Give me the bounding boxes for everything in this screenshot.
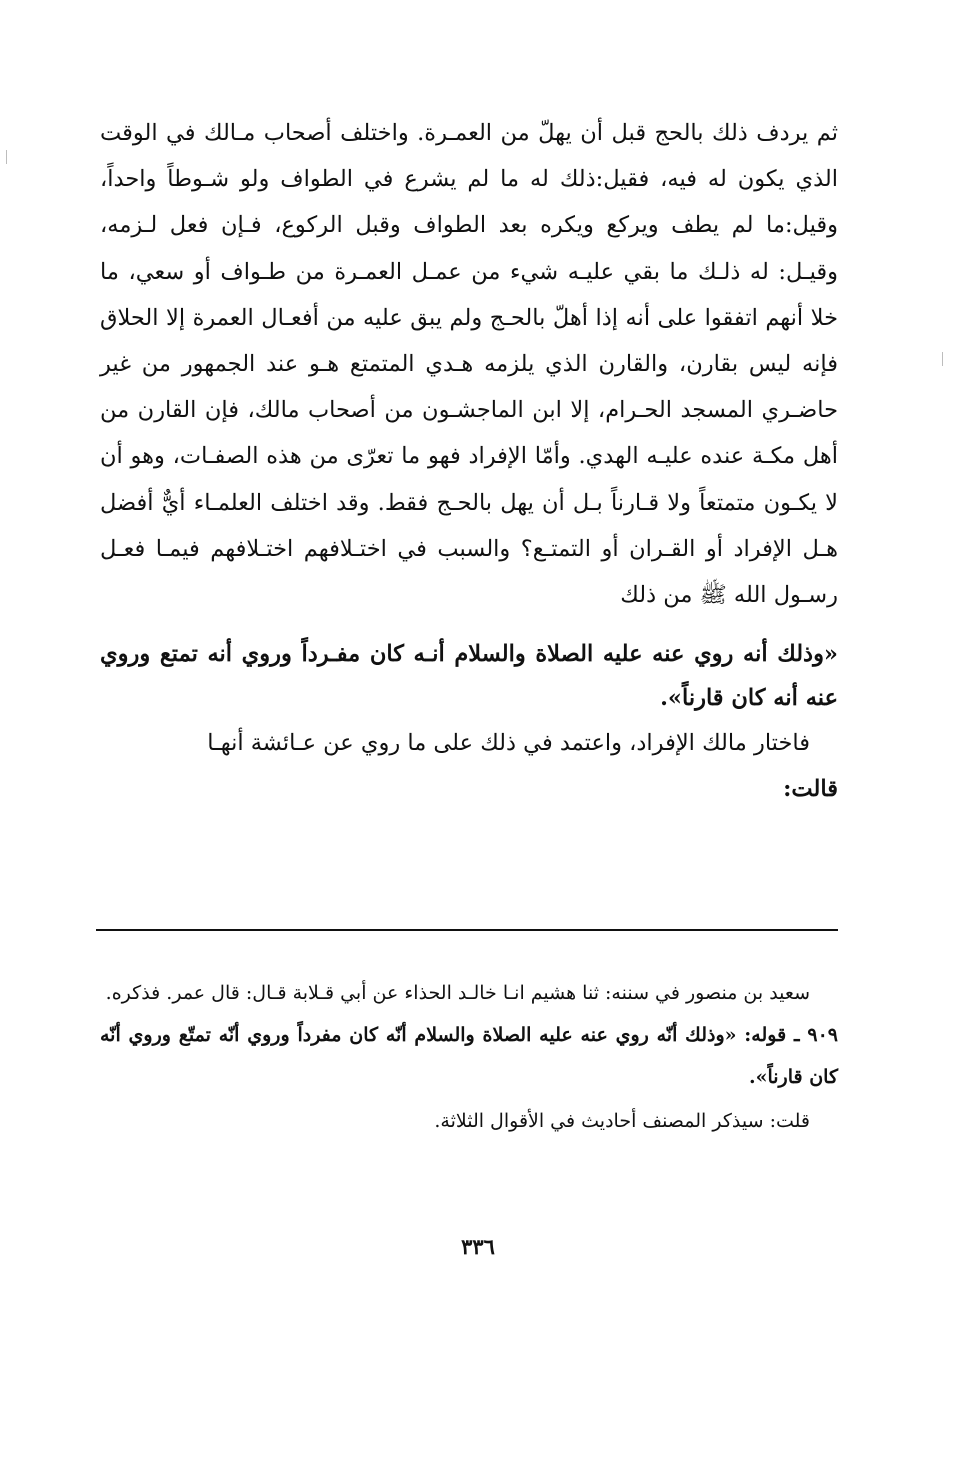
body-paragraph-end: قالت:: [783, 776, 838, 803]
main-text: [100, 110, 838, 813]
footnotes: [100, 972, 838, 1142]
footnote-line: قلت: سيذكر المصنف أحاديث في الأقوال الثلاثة.: [434, 1110, 810, 1132]
body-paragraph: فاختار مالك الإفراد، واعتمد في ذلك على ما روي عن عـائشة أنهـا: [207, 730, 810, 757]
footnote-separator: [96, 929, 838, 931]
scan-margin-mark: [942, 352, 943, 366]
hadith-quote: «وذلك أنه روي عنه عليه الصلاة والسلام أنـه كان مفـرداً وروي أنه تمتع وروي عنه أنه كان قارناً».: [100, 641, 838, 712]
footnote-line: سعيد بن منصور في سننه: ثنا هشيم انـا خالـد الحذاء عن أبي قـلابة قـال: قال عمر. فذكره.: [105, 982, 810, 1004]
page-number: ٣٣٦: [461, 1234, 495, 1259]
footnote-line: ٩٠٩ ـ قوله: «وذلك أنّه روي عنه عليه الصلاة والسلام أنّه كان مفرداً وروي أنّه تمتّع وروي أنّه كان قارناً».: [100, 1024, 838, 1088]
body-paragraph: ثم يردف ذلك بالحج قبل أن يهلّ من العمـرة. واختلف أصحاب مـالك في الوقت الذي يكون له فيه، فقيل:ذلك له ما لم يشرع في الطواف ولو شـوطاً واحداً، وقيل:ما لم يطف ويركع ويكره بعد الطواف وقبل الركوع، فـإن فعل لـزمه، وقيـل: له ذلـك ما بقي عليـه شيء من عمـل العمـرة من طـواف أو سعي، ما خلا أنهم اتفقوا على أنه إذا أهلّ بالحـج ولم يبق عليه من أفعـال العمرة إلا الحلاق فإنه ليس بقارن، والقارن الذي يلزمه هـدي المتمتع هـو عند الجمهور من غير حاضـري المسجد الحـرام، إلا ابن الماجشـون من أصحاب مالك، فإن القارن من أهل مكـة عنده عليـه الهدي. وأمّا الإفراد فهو ما تعرّى من هذه الصفـات، وهو أن لا يكـون متمتعاً ولا قـارناً بـل أن يهل بالحـج فقط. وقد اختلف العلمـاء أيٌّ أفضل هـل الإفراد أو القـران أو التمتـع؟ والسبب في اختـلافهم اختـلافهم فيمـا فعـل رسـول الله ﷺ من ذلك: [100, 120, 838, 609]
scan-margin-mark: [6, 150, 7, 164]
